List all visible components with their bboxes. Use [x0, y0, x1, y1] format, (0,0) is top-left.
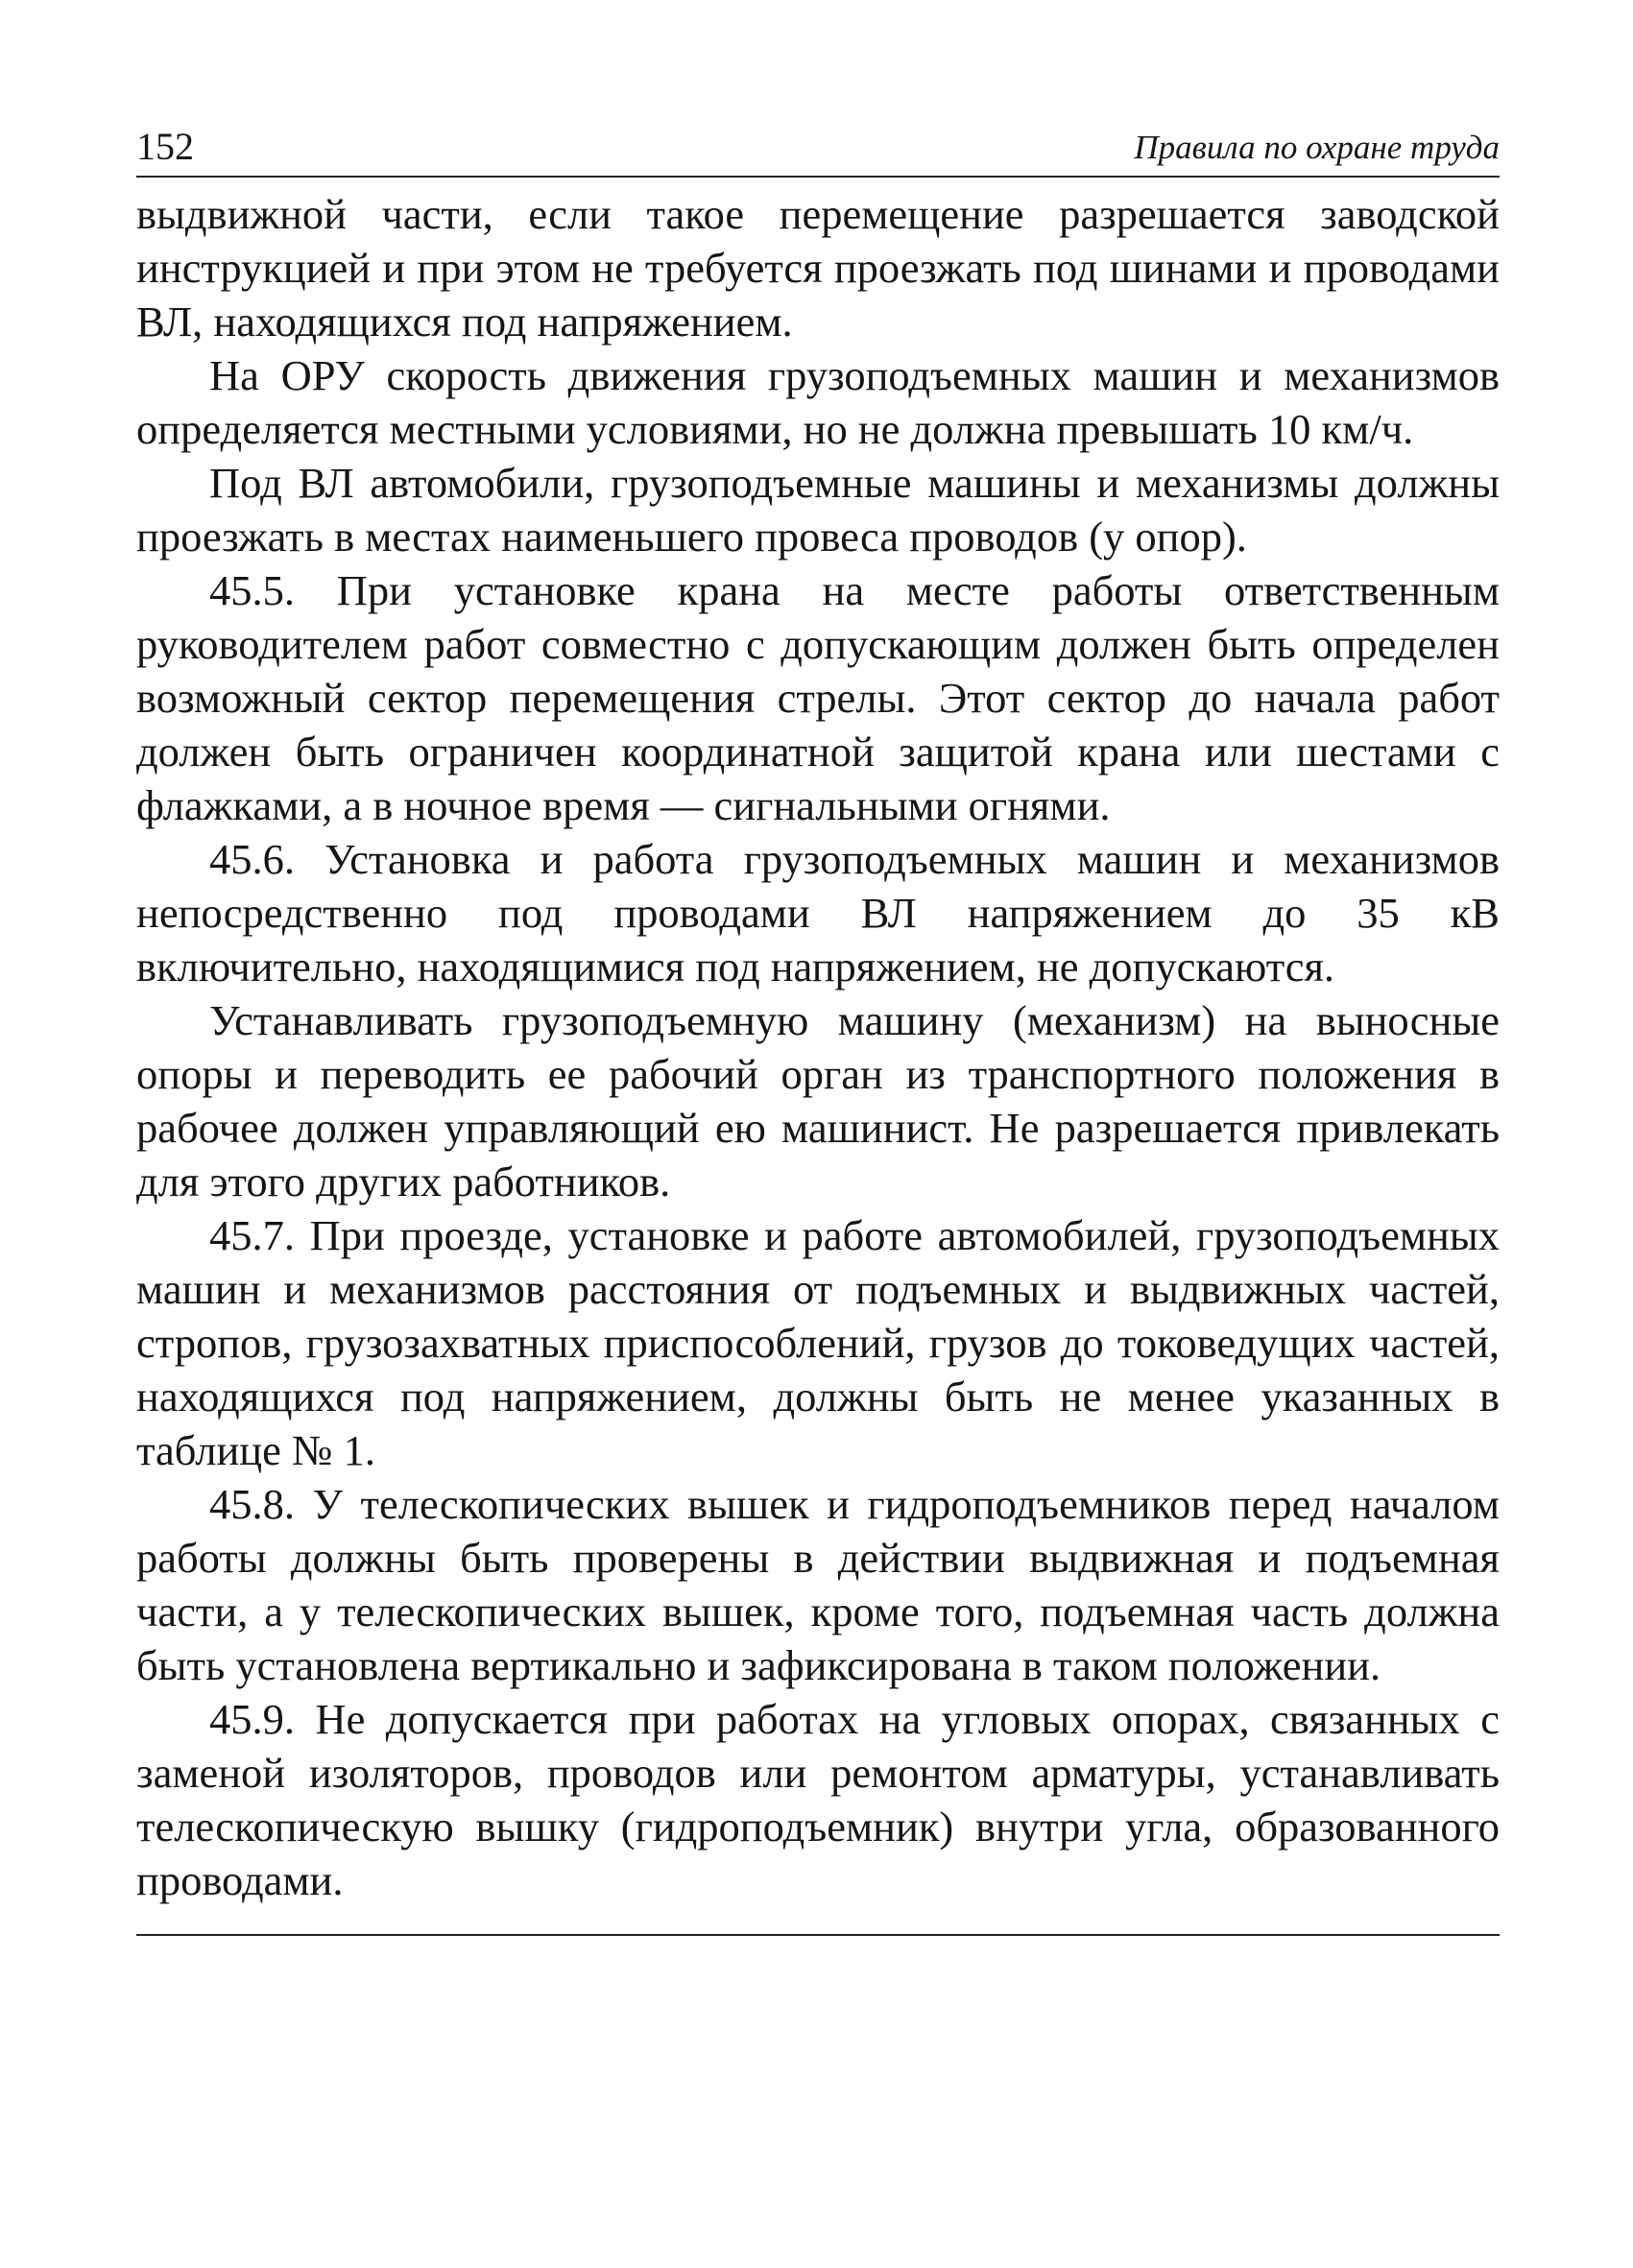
paragraph-oru-speed: На ОРУ скорость движения грузоподъемных машин и механизмов определяется местными условиями, но не должна превышать 10 км/ч. — [136, 351, 1500, 453]
book-page — [136, 120, 1500, 1936]
running-title: Правила по охране труда — [1134, 129, 1500, 166]
body-text — [136, 187, 1500, 1907]
paragraph-45-7: 45.7. При проезде, установке и работе автомобилей, грузоподъемных машин и механизмов расстояния от подъемных и выдвижных частей, стропов, грузозахватных приспособлений, грузов до токоведущих частей, находящихся под напряжением, должны быть не менее указанных в таблице № 1. — [136, 1211, 1500, 1474]
page-header — [136, 120, 1500, 178]
paragraph-outriggers: Устанавливать грузоподъемную машину (механизм) на выносные опоры и переводить ее рабочий орган из транспортного положения в рабочее должен управляющий ею машинист. Не разрешается привлекать для этого других работников. — [136, 996, 1500, 1206]
paragraph-45-5: 45.5. При установке крана на месте работы ответственным руководителем работ совместно с допускающим должен быть определен возможный сектор перемещения стрелы. Этот сектор до начала работ должен быть ограничен координатной защитой крана или шестами с флажками, а в ночное время — сигнальными огнями. — [136, 566, 1500, 829]
paragraph-45-9: 45.9. Не допускается при работах на угловых опорах, связанных с заменой изоляторов, проводов или ремонтом арматуры, устанавливать телескопическую вышку (гидроподъемник) внутри угла, образованного проводами. — [136, 1695, 1500, 1904]
paragraph-45-8: 45.8. У телескопических вышек и гидроподъемников перед началом работы должны быть проверены в действии выдвижная и подъемная части, а у телескопических вышек, кроме того, подъемная часть должна быть установлена вертикально и зафиксирована в таком положении. — [136, 1480, 1500, 1689]
paragraph-45-6: 45.6. Установка и работа грузоподъемных машин и механизмов непосредственно под проводами ВЛ напряжением до 35 кВ включительно, находящимися под напряжением, не допускаются. — [136, 835, 1500, 991]
page-number: 152 — [136, 125, 194, 168]
paragraph-continued: выдвижной части, если такое перемещение разрешается заводской инструкцией и при этом не требуется проезжать под шинами и проводами ВЛ, находящихся под напряжением. — [136, 190, 1500, 346]
paragraph-under-vl: Под ВЛ автомобили, грузоподъемные машины и механизмы должны проезжать в местах наименьшего провеса проводов (у опор). — [136, 459, 1500, 561]
bottom-rule — [136, 1934, 1500, 1936]
